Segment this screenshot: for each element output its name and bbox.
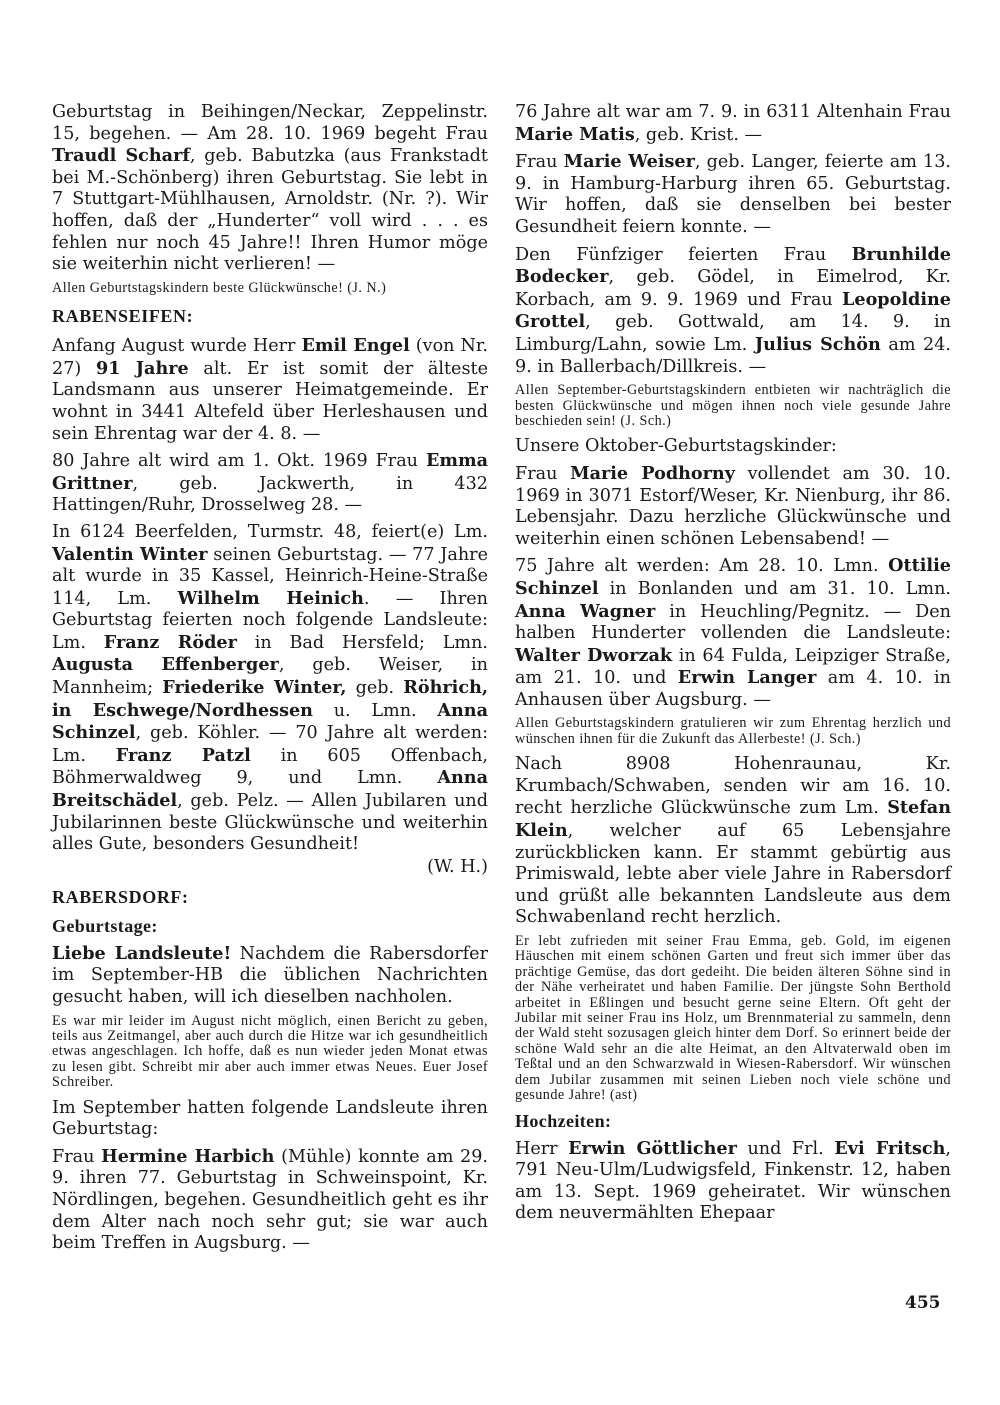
bold-name: Walter Dworzak bbox=[515, 644, 673, 666]
bold-name: 91 Jahre bbox=[95, 357, 189, 379]
text-run: in Heuchling/Pegnitz. — Den halben Hunderter vollenden die Landsleute: bbox=[515, 601, 951, 644]
page-number: 455 bbox=[905, 1293, 941, 1313]
bold-name: Marie Matis bbox=[515, 123, 635, 145]
paragraph bbox=[515, 244, 951, 379]
bold-name: Marie Weiser bbox=[563, 151, 695, 173]
paragraph bbox=[515, 1138, 951, 1225]
text-run: , welcher auf 65 Lebensjahre zurückblicken kann. Er stammt gebürtig aus Primiswald, lebte aber viele Jahre in Rabersdorf und grüßt alle bekannten Landsleute aus dem Schwabenland recht herzlich. bbox=[515, 821, 951, 928]
text-run: u. Lmn. bbox=[312, 700, 438, 721]
bold-name: Augusta Effenberger bbox=[52, 654, 279, 676]
paragraph bbox=[515, 102, 951, 146]
text-run: , geb. Gödel, in Eimelrod, Kr. Korbach, am 9. 9. 1969 und Frau bbox=[515, 267, 951, 310]
signature bbox=[52, 857, 488, 877]
bold-name: Marie Podhorny bbox=[570, 462, 735, 484]
paragraph bbox=[52, 1098, 488, 1141]
text-run: Er lebt zufrieden mit seiner Frau Emma, geb. Gold, im eigenen Häuschen mit einem schönen Garten und freut sich immer über das prächtige Gemüse, das dort gedeiht. Die beiden älteren Söhne sind in der Nähe verheiratet und haben Familie. Der jüngste Sohn Berthold arbeitet in Eßlingen und besucht gerne seine Eltern. Oft geht der Jubilar mit seiner Frau ins Holz, um Brennmaterial zu sammeln, denn der Wald steht sozusagen gleich hinter dem Dorf. So erinnert beide der schöne Wald sehr an die alte Heimat, an den Altvaterwald oben im Teßtal und an den Schwarzwald in Wiesen-Rabersdorf. Wir wünschen dem Jubilar zusammen mit seinen Lieben noch viele schöne und gesunde Jahre! (ast) bbox=[515, 933, 951, 1104]
text-run: , geb. Jackwerth, in 432 Hattingen/Ruhr, Drosselweg 28. — bbox=[52, 473, 488, 516]
small-print-note bbox=[515, 934, 951, 1103]
text-run: . — Ihren Geburtstag feierten noch folgende Landsleute: Lm. bbox=[52, 588, 488, 653]
paragraph bbox=[52, 102, 488, 276]
text-run: Allen Geburtstagskindern gratulieren wir zum Ehrentag herzlich und wünschen ihnen für die Zukunft das Allerbeste! (J. Sch.) bbox=[515, 715, 951, 747]
text-run: Es war mir leider im August nicht möglich, einen Bericht zu geben, teils aus Zeitmangel, aber auch durch die Hitze war ich gesundheitlich etwas angeschlagen. Ich hoffe, daß es nun wieder jeden Monat etwas zu lesen gibt. Schreibt mir aber auch immer etwas Neues. Euer Josef Schreiber. bbox=[52, 1012, 488, 1091]
text-run: in 64 Fulda, Leipziger Straße, am 21. 10. und bbox=[515, 645, 952, 689]
text-run: Den Fünfziger feierten Frau bbox=[515, 244, 852, 265]
text-run: 75 Jahre alt werden: Am 28. 10. Lmn. bbox=[515, 556, 889, 577]
text-run: in Bonlanden und am 31. 10. Lmn. bbox=[598, 578, 951, 599]
bold-name: Stefan Klein bbox=[515, 797, 951, 842]
paragraph bbox=[515, 555, 951, 711]
bold-name: Erwin Langer bbox=[677, 667, 817, 689]
paragraph bbox=[52, 450, 488, 517]
bold-name: Anna Schinzel bbox=[52, 699, 488, 744]
text-run: alt. Er ist somit der älteste Landsmann aus unserer Heimatgemeinde. Er wohnt in 3441 Altefeld über Herleshausen und sein Ehrentag war der 4. 8. — bbox=[52, 358, 488, 444]
text-run: Nach 8908 Hohenraunau, Kr. Krumbach/Schwaben, senden wir am 16. 10. recht herzliche Glückwünsche zum Lm. bbox=[515, 754, 951, 819]
text-run: in Bad Hersfeld; Lmn. bbox=[236, 632, 488, 653]
paragraph bbox=[52, 335, 488, 445]
paragraph bbox=[515, 151, 951, 238]
subheading bbox=[515, 1111, 951, 1132]
text-run: , geb. Gottwald, am 14. 9. in Limburg/Lahn, sowie Lm. bbox=[515, 312, 951, 355]
text-run: Im September hatten folgende Landsleute ihren Geburtstag: bbox=[52, 1097, 488, 1140]
bold-name: Hermine Harbich bbox=[101, 1145, 275, 1167]
text-run: vollendet am 30. 10. 1969 in 3071 Estorf/Weser, Kr. Nienburg, ihr 86. Lebensjahr. Dazu herzliche Glückwünsche und weiterhin einen schönen Lebensabend! — bbox=[515, 463, 951, 549]
text-run: (Mühle) konnte am 29. 9. ihren 77. Geburtstag in Schweinspoint, Kr. Nördlingen, begehen. Gesundheitlich geht es ihr dem Alter nach noch sehr gut; sie war auch beim Treffen in Augsburg. — bbox=[52, 1146, 489, 1254]
text-run: , geb. Weiser, in Mannheim; bbox=[52, 655, 488, 699]
bold-name: Leopoldine Grottel bbox=[515, 288, 951, 333]
paragraph bbox=[515, 463, 951, 550]
paragraph bbox=[515, 436, 951, 458]
text-run: 76 Jahre alt war am 7. 9. in 6311 Altenhain Frau bbox=[515, 102, 951, 122]
bold-name: Ottilie Schinzel bbox=[515, 555, 951, 599]
text-run: in 605 Offenbach, Böhmerwaldweg 9, und Lmn. bbox=[52, 745, 488, 789]
bold-name: Brunhilde Bodecker bbox=[515, 243, 951, 288]
text-run: Allen Geburtstagskindern beste Glückwünsche! (J. N.) bbox=[52, 279, 387, 296]
bold-name: Evi Fritsch bbox=[834, 1137, 946, 1159]
bold-name: Wilhelm Heinich bbox=[177, 587, 364, 609]
text-run: RABENSEIFEN: bbox=[52, 306, 194, 327]
small-print-note bbox=[515, 716, 951, 747]
text-run: , 791 Neu-Ulm/Ludwigsfeld, Finkenstr. 12, haben am 13. Sept. 1969 geheiratet. Wir wünschen dem neuvermählten Ehepaar bbox=[515, 1138, 951, 1224]
bold-name: Traudl Scharf bbox=[52, 145, 190, 167]
text-run: Anfang August wurde Herr bbox=[52, 336, 302, 357]
paragraph bbox=[52, 943, 488, 1009]
bold-name: Liebe Landsleute! bbox=[52, 942, 232, 964]
text-run: Geburtstage: bbox=[52, 915, 158, 936]
left-column bbox=[52, 102, 488, 1260]
text-run: Frau bbox=[515, 463, 571, 484]
text-run: In 6124 Beerfelden, Turmstr. 48, feiert(e) Lm. bbox=[52, 521, 488, 542]
small-print-note bbox=[52, 1014, 488, 1091]
section-heading bbox=[52, 887, 488, 908]
text-run: , geb. Pelz. — Allen Jubilaren und Jubilarinnen beste Glückwünsche und weiterhin alles Gute, besonders Gesundheit! bbox=[52, 791, 488, 855]
text-run: , geb. Langer, feierte am 13. 9. in Hamburg-Harburg ihren 65. Geburtstag. Wir hoffen, daß sie denselben bei bester Gesundheit feiern konnte. — bbox=[515, 152, 952, 237]
small-print-note bbox=[515, 383, 951, 429]
paragraph bbox=[52, 522, 488, 856]
text-run: am 4. 10. in Anhausen über Augsburg. — bbox=[515, 668, 951, 710]
text-run: Frau bbox=[52, 1146, 102, 1167]
text-run: Frau bbox=[515, 152, 564, 173]
small-print-note bbox=[52, 281, 488, 296]
bold-name: Franz Patzl bbox=[115, 744, 251, 766]
bold-name: Anna Breitschädel bbox=[52, 767, 488, 812]
bold-name: Julius Schön bbox=[754, 333, 881, 355]
paragraph bbox=[515, 754, 951, 929]
section-heading bbox=[52, 306, 488, 327]
bold-name: Emil Engel bbox=[301, 335, 410, 357]
text-run: (von Nr. 27) bbox=[52, 336, 488, 379]
text-run: Nachdem die Rabersdorfer im September-HB die üblichen Nachrichten gesucht haben, will ich dieselben nachholen. bbox=[52, 943, 488, 1007]
text-run: Hochzeiten: bbox=[515, 1110, 612, 1131]
text-run: , geb. Köhler. — 70 Jahre alt werden: Lm. bbox=[52, 723, 488, 766]
bold-name: Anna Wagner bbox=[515, 600, 656, 622]
paragraph bbox=[52, 1146, 488, 1255]
right-column bbox=[515, 102, 951, 1230]
text-run: Herr bbox=[515, 1138, 569, 1159]
bold-name: Friederike Winter, bbox=[162, 677, 347, 699]
text-run: seinen Geburtstag. — 77 Jahre alt wurde in 35 Kassel, Heinrich-Heine-Straße 114, Lm. bbox=[52, 544, 488, 609]
bold-name: Emma Grittner bbox=[52, 450, 488, 494]
bold-name: Franz Röder bbox=[103, 631, 237, 653]
text-run: Unsere Oktober-Geburtstagskinder: bbox=[515, 436, 837, 457]
text-run: (W. H.) bbox=[427, 856, 488, 877]
text-run: Geburtstag in Beihingen/Neckar, Zeppelinstr. 15, begehen. — Am 28. 10. 1969 begeht Frau bbox=[52, 102, 488, 144]
text-run: 80 Jahre alt wird am 1. Okt. 1969 Frau bbox=[52, 451, 426, 472]
text-run: Allen September-Geburtstagskindern entbieten wir nachträglich die besten Glückwünsche und mögen ihnen noch viele gesunde Jahre beschieden sein! (J. Sch.) bbox=[515, 382, 951, 429]
subheading bbox=[52, 916, 488, 937]
text-run: , geb. Krist. — bbox=[634, 124, 763, 145]
text-run: am 24. 9. in Ballerbach/Dillkreis. — bbox=[515, 334, 951, 377]
text-run: und Frl. bbox=[736, 1138, 835, 1159]
bold-name: Valentin Winter bbox=[52, 543, 208, 565]
text-run: , geb. Babutzka (aus Frankstadt bei M.-Schönberg) ihren Geburtstag. Sie lebt in 7 Stuttgart-Mühlhausen, Arnoldstr. (Nr. ?). Wir hoffen, daß der „Hunderter“ voll wird . . . es fehlen nur noch 45 Jahre!! Ihren Humor möge sie weiterhin nicht verlieren! — bbox=[52, 146, 488, 275]
bold-name: Röhrich, in Eschwege/Nordhessen bbox=[52, 677, 488, 721]
bold-name: Erwin Göttlicher bbox=[568, 1137, 737, 1159]
text-run: RABERSDORF: bbox=[52, 886, 189, 907]
text-run: geb. bbox=[346, 678, 404, 699]
